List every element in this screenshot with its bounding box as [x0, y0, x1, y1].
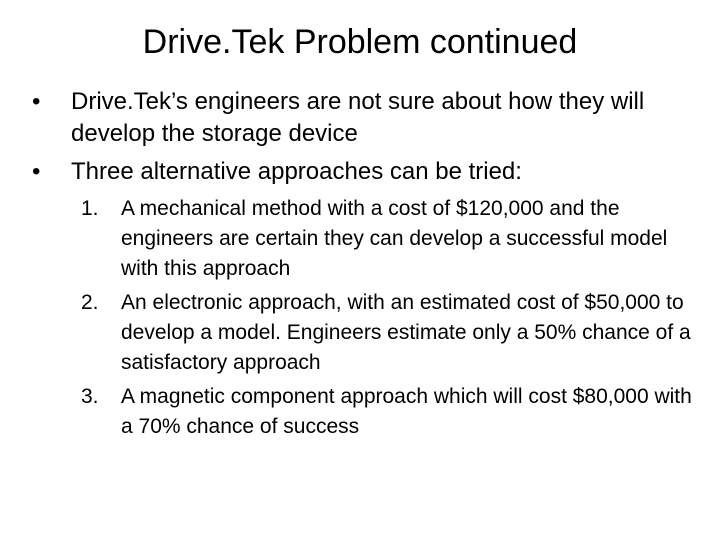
approach-item	[32, 382, 702, 442]
approach-text: A magnetic component approach which will cost $80,000 with a 70% chance of success	[121, 385, 692, 438]
slide-title: Drive.Tek Problem continued	[142, 23, 578, 61]
bullet-text: Drive.Tek’s engineers are not sure about how they will develop the storage device	[71, 88, 645, 147]
bullet-marker: •	[32, 88, 41, 115]
approach-number: 2.	[81, 291, 99, 314]
approach-number: 1.	[81, 197, 99, 220]
approach-item	[32, 194, 702, 284]
approach-text: An electronic approach, with an estimated cost of $50,000 to develop a model. Engineers estimate only a 50% chance of a satisfactory approach	[121, 291, 691, 374]
bullet-item	[32, 86, 702, 150]
approach-item	[32, 288, 702, 378]
bullet-item	[32, 156, 702, 188]
approach-text: A mechanical method with a cost of $120,000 and the engineers are certain they can develop a successful model with this approach	[121, 197, 668, 280]
slide-body	[32, 86, 702, 446]
approaches-list	[32, 194, 702, 442]
approach-number: 3.	[81, 385, 99, 408]
bullet-marker: •	[32, 158, 41, 185]
bullet-text: Three alternative approaches can be tried:	[71, 158, 522, 185]
